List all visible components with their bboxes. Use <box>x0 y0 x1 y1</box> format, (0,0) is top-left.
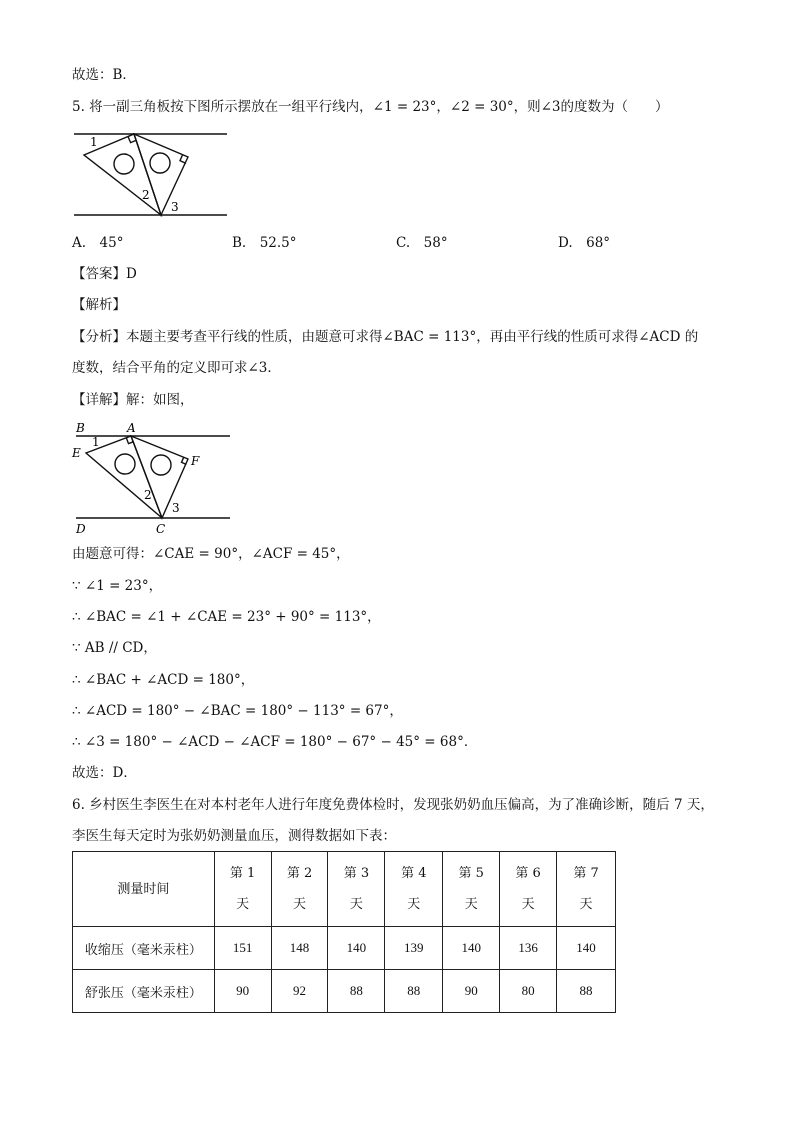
table-cell: 92 <box>271 970 328 1013</box>
table-cell: 140 <box>443 927 500 970</box>
option-d: D. 68° <box>558 235 611 251</box>
table-cell: 88 <box>385 970 443 1013</box>
row-label-systolic: 收缩压（毫米汞柱） <box>73 927 215 970</box>
solution-step-6: ∴ ∠ACD = 180° − ∠BAC = 180° − 113° = 67°， <box>72 703 403 719</box>
xiangjie-intro: 【详解】解：如图， <box>72 392 194 408</box>
option-c: C. 58° <box>396 235 448 251</box>
fig1-label-3: 3 <box>171 200 179 214</box>
point-a-label: A <box>127 421 136 435</box>
angle-2-label: 2 <box>144 488 152 502</box>
question-5-final: 故选：D． <box>72 765 137 781</box>
solution-step-7: ∴ ∠3 = 180° − ∠ACD − ∠ACF = 180° − 67° − 45° = 68°． <box>72 734 478 750</box>
point-d-label: D <box>76 522 86 536</box>
jiexi-heading: 【解析】 <box>72 297 126 313</box>
header-day-6: 第 6 天 <box>500 852 557 927</box>
solution-step-5: ∴ ∠BAC + ∠ACD = 180°， <box>72 672 255 688</box>
table-cell: 140 <box>557 927 616 970</box>
circle-hole-1 <box>115 454 135 474</box>
point-f-label: F <box>191 454 200 468</box>
table-cell: 148 <box>271 927 328 970</box>
table-cell: 80 <box>500 970 557 1013</box>
triangle-45 <box>134 134 188 215</box>
fenxi-line-2: 度数，结合平角的定义即可求∠3． <box>72 360 281 376</box>
point-c-label: C <box>156 522 166 536</box>
fenxi-line-1: 【分析】本题主要考查平行线的性质，由题意可求得∠BAC = 113°，再由平行线的性质可求得∠ACD 的 <box>72 329 699 345</box>
question-5-stem: 5. 将一副三角板按下图所示摆放在一组平行线内，∠1 = 23°，∠2 = 30°，则∠3的度数为（ ） <box>72 99 669 115</box>
table-cell: 90 <box>443 970 500 1013</box>
angle-1-label: 1 <box>92 435 100 449</box>
fig1-label-2: 2 <box>142 188 150 202</box>
answer-label: 【答案】D <box>72 266 137 282</box>
table-cell: 139 <box>385 927 443 970</box>
point-e-label: E <box>72 446 81 460</box>
header-day-4: 第 4 天 <box>385 852 443 927</box>
header-day-1: 第 1 天 <box>214 852 271 927</box>
question-6-stem-2: 李医生每天定时为张奶奶测量血压，测得数据如下表： <box>72 828 396 844</box>
table-cell: 151 <box>214 927 271 970</box>
circle-hole-1 <box>114 154 134 174</box>
header-day-5: 第 5 天 <box>443 852 500 927</box>
header-day-7: 第 7 天 <box>557 852 616 927</box>
question-6-stem-1: 6. 乡村医生李医生在对本村老年人进行年度免费体检时，发现张奶奶血压偏高，为了准确诊断，随后 7 天， <box>72 797 714 813</box>
table-cell: 90 <box>214 970 271 1013</box>
table-cell: 88 <box>557 970 616 1013</box>
table-row <box>73 927 616 970</box>
circle-hole-2 <box>151 455 171 475</box>
header-day-3: 第 3 天 <box>328 852 385 927</box>
solution-step-1: 由题意可得：∠CAE = 90°，∠ACF = 45°， <box>72 546 350 562</box>
previous-answer: 故选：B． <box>72 67 136 83</box>
figure-triangles-1 <box>70 126 240 226</box>
table-cell: 88 <box>328 970 385 1013</box>
option-b: B. 52.5° <box>232 235 297 251</box>
figure-triangles-2 <box>70 415 240 537</box>
table-cell: 140 <box>328 927 385 970</box>
solution-step-2: ∵ ∠1 = 23°， <box>72 578 163 594</box>
option-a: A. 45° <box>72 235 124 251</box>
table-row <box>73 970 616 1013</box>
table-cell: 136 <box>500 927 557 970</box>
table-header-row <box>73 852 616 927</box>
solution-step-3: ∴ ∠BAC = ∠1 + ∠CAE = 23° + 90° = 113°， <box>72 609 381 625</box>
solution-step-4: ∵ AB // CD， <box>72 640 157 656</box>
header-measure-time: 测量时间 <box>73 852 215 927</box>
angle-3-label: 3 <box>172 501 180 515</box>
row-label-diastolic: 舒张压（毫米汞柱） <box>73 970 215 1013</box>
blood-pressure-table <box>72 851 616 1013</box>
circle-hole-2 <box>150 153 170 173</box>
point-b-label: B <box>76 421 85 435</box>
header-day-2: 第 2 天 <box>271 852 328 927</box>
fig1-label-1: 1 <box>90 135 98 149</box>
